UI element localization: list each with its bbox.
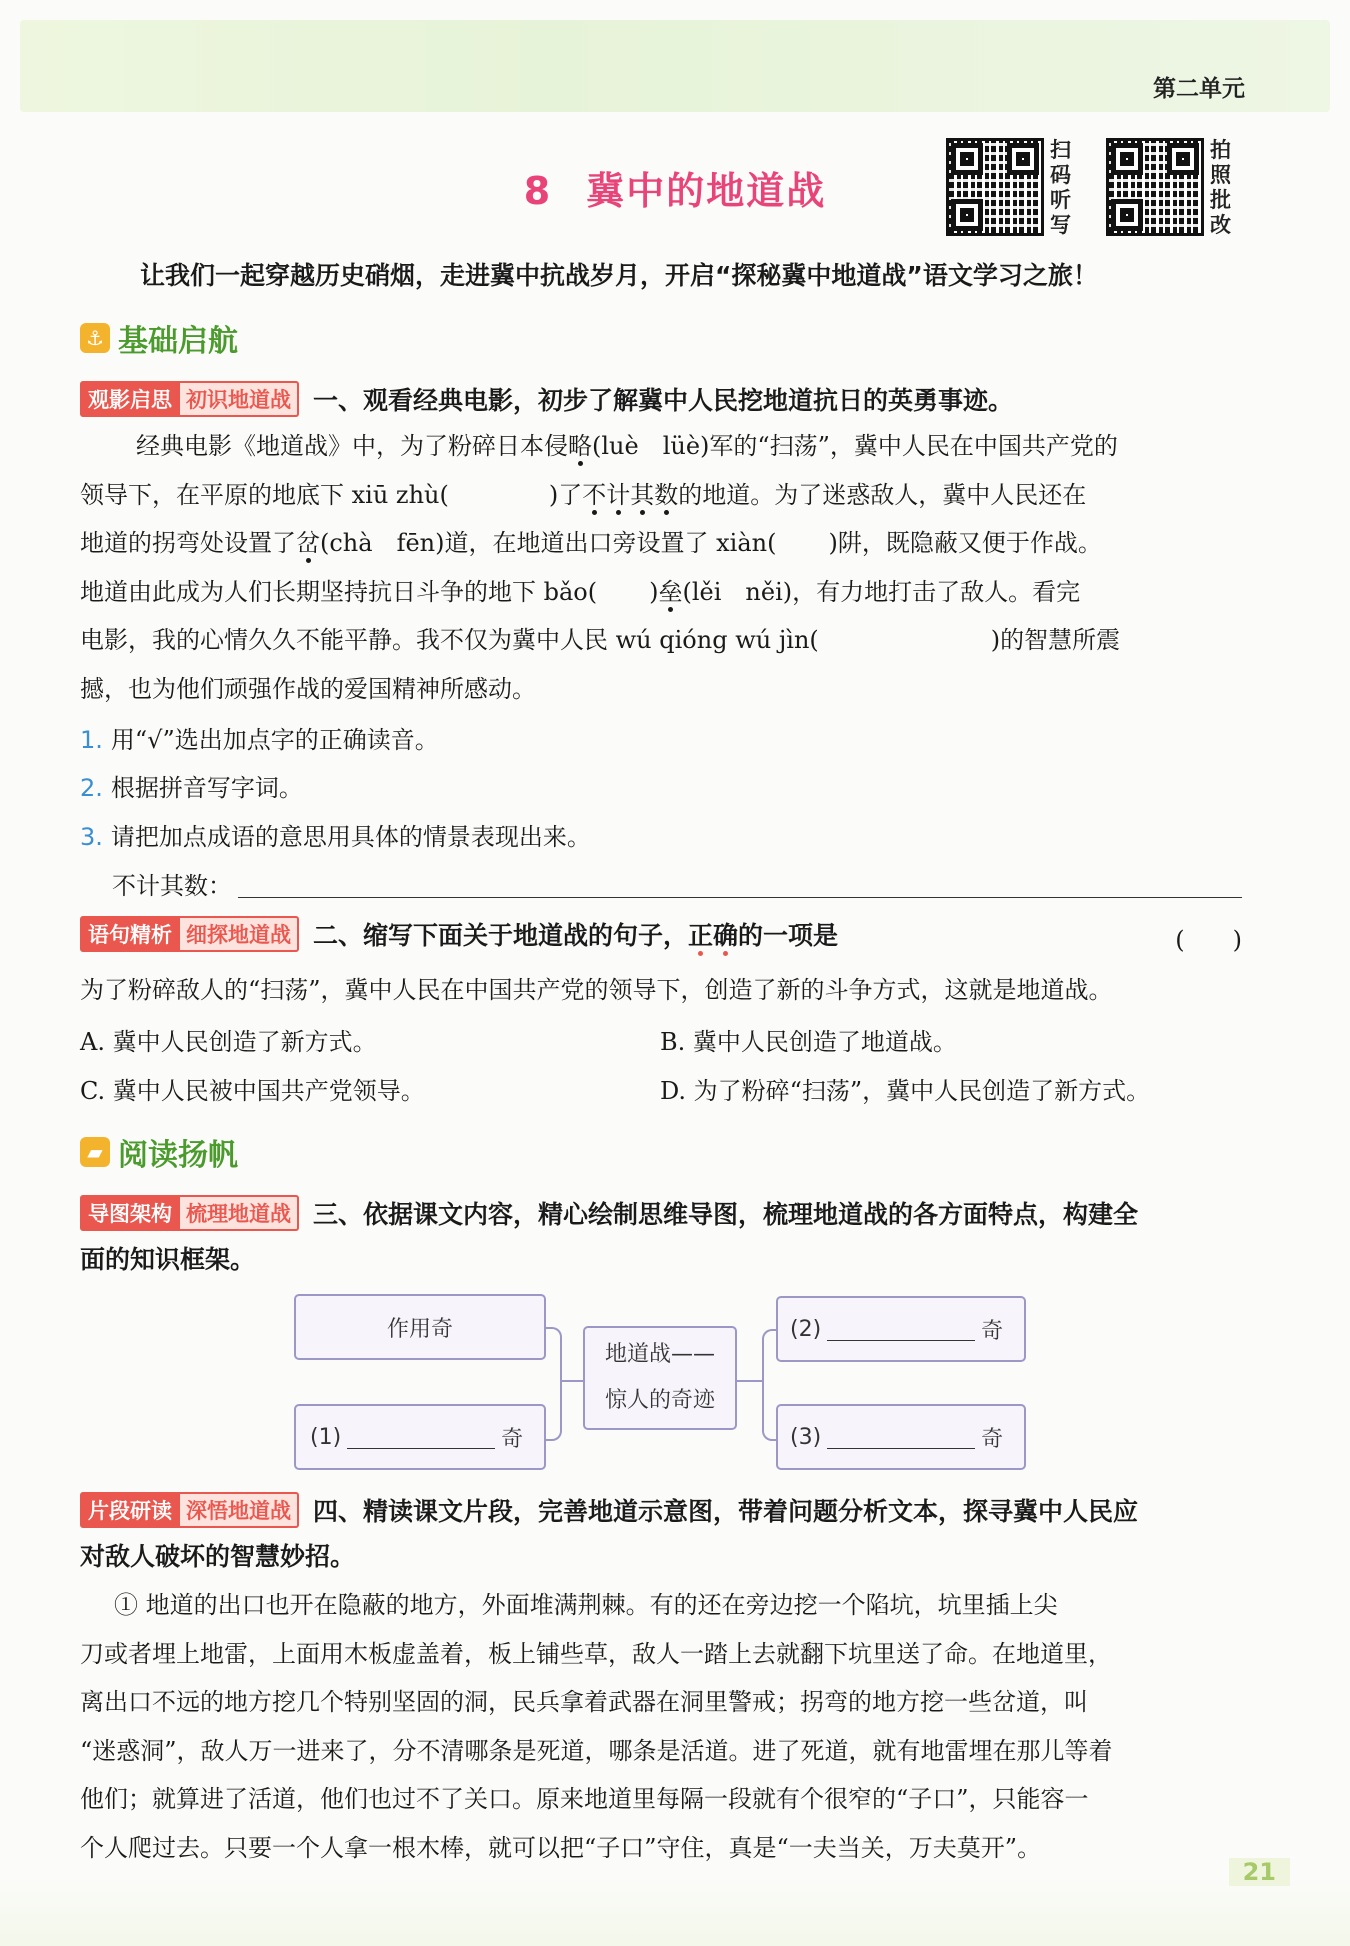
q1-passage: 经典电影《地道战》中，为了粉碎日本侵略(luè lüè)军的“扫荡”，冀中人民在中国共产党的 领导下，在平原的地底下 xiū zhù( )了不计其数的地道。为了迷惑敌人，冀中人民还在 地道的拐弯处设置了岔(chà fēn)道，在地道出口旁设置了 xiàn( )阱，既隐蔽又便于作战。 地道由此成为人们长期坚持抗日斗争的地下 bǎo( )垒(lěi něi)，有力地打击了敌人。看完 电影，我的心情久久不能平静。我不仅为冀中人民 wú qióng wú jìn( )的智慧所震 撼，也为他们顽强作战的爱国精神所感动。 — [80, 432, 1121, 703]
mind-blank-1[interactable] — [347, 1426, 495, 1449]
top-banner — [20, 20, 1330, 112]
mind-connector-left-mid — [560, 1380, 583, 1382]
q1-title: 一、观看经典电影，初步了解冀中人民挖地道抗日的英勇事迹。 — [313, 386, 1014, 415]
qr-code-icon[interactable] — [1106, 138, 1204, 236]
qr-listen[interactable] — [946, 138, 1072, 238]
q1-tag-category: 观影启思 — [80, 381, 180, 417]
passage-line: 离出口不远的地方挖几个特别坚固的洞，民兵拿着武器在洞里警戒；拐弯的地方挖一些岔道，叫 — [80, 1688, 1088, 1716]
q4-tag-topic: 深悟地道战 — [180, 1492, 299, 1528]
passage-line: 个人爬过去。只要一个人拿一根木棒，就可以把“子口”守住，真是“一夫当关，万夫莫开”。 — [80, 1833, 1042, 1862]
q1-tag-topic: 初识地道战 — [180, 381, 299, 417]
q4-header — [80, 1492, 1138, 1528]
mind-blank-3[interactable] — [827, 1426, 975, 1449]
q1-sub-3: 3. 请把加点成语的意思用具体的情景表现出来。 — [80, 823, 591, 851]
q1-header — [80, 381, 1013, 417]
q4-tag-category: 片段研读 — [80, 1492, 180, 1528]
passage-line: “迷惑洞”，敌人万一进来了，分不清哪条是死道，哪条是活道。进了死道，就有地雷埋在那儿等着 — [80, 1736, 1113, 1765]
q3-tag-topic: 梳理地道战 — [180, 1195, 299, 1231]
q1-sub-2: 2. 根据拼音写字词。 — [80, 774, 303, 802]
q2-title: 二、缩写下面关于地道战的句子，正确的一项是 — [313, 921, 839, 950]
q3-tag-category: 导图架构 — [80, 1195, 180, 1231]
mind-blank-2[interactable] — [827, 1318, 975, 1341]
intro-text: 让我们一起穿越历史硝烟，走进冀中抗战岁月，开启“探秘冀中地道战”语文学习之旅！ — [140, 261, 1098, 290]
q2-option-c[interactable]: C. 冀中人民被中国共产党领导。 — [80, 1077, 425, 1105]
q1-answer-label: 不计其数： — [112, 872, 232, 900]
q2-tag-category: 语句精析 — [80, 916, 180, 952]
q2-option-b[interactable]: B. 冀中人民创造了地道战。 — [660, 1028, 957, 1056]
bottom-band — [0, 1878, 1350, 1946]
passage-line: ① 地道的出口也开在隐蔽的地方，外面堆满荆棘。有的还在旁边挖一个陷坑，坑里插上尖 — [114, 1591, 1058, 1619]
section-reading-title: 阅读扬帆 — [118, 1138, 238, 1173]
dotted-char: 略 — [568, 432, 592, 460]
mind-connector-left — [546, 1327, 562, 1441]
qr-grade[interactable] — [1106, 138, 1232, 238]
section-basic — [80, 316, 238, 360]
q2-option-d[interactable]: D. 为了粉碎“扫荡”，冀中人民创造了新方式。 — [660, 1077, 1151, 1105]
q1-answer-line[interactable] — [238, 897, 1242, 898]
qr-listen-label: 扫 码 听 写 — [1050, 138, 1071, 237]
q2-header — [80, 916, 838, 952]
page-number: 21 — [1229, 1858, 1290, 1886]
mind-connector-right-mid — [737, 1380, 762, 1382]
mind-node-1[interactable]: (1) 奇 — [294, 1404, 546, 1470]
mind-node-3[interactable]: (3) 奇 — [776, 1404, 1026, 1470]
book-icon: ▰ — [80, 1137, 110, 1167]
dotted-char: 垒 — [658, 577, 683, 606]
q4-passage — [80, 1581, 1242, 1872]
lesson-number: 8 — [523, 169, 553, 213]
mind-connector-right — [762, 1329, 778, 1441]
section-basic-title: 基础启航 — [118, 324, 238, 359]
anchor-icon: ⚓ — [80, 323, 110, 353]
passage-line: 他们；就算进了活道，他们也过不了关口。原来地道里每隔一段就有个很窄的“子口”，只能容一 — [80, 1785, 1089, 1813]
mind-node-center: 地道战—— 惊人的奇迹 — [583, 1326, 737, 1430]
qr-code-icon[interactable] — [946, 138, 1044, 236]
q4-title-line2: 对敌人破坏的智慧妙招。 — [80, 1542, 356, 1571]
q2-option-a[interactable]: A. 冀中人民创造了新方式。 — [80, 1028, 377, 1056]
section-reading — [80, 1130, 238, 1174]
q1-sub-1: 1. 用“√”选出加点字的正确读音。 — [80, 726, 439, 754]
mind-node-purpose: 作用奇 — [294, 1294, 546, 1360]
q2-sentence: 为了粉碎敌人的“扫荡”，冀中人民在中国共产党的领导下，创造了新的斗争方式，这就是地道战。 — [80, 976, 1113, 1004]
q3-header — [80, 1195, 1138, 1231]
lesson-title-text: 冀中的地道战 — [586, 169, 827, 213]
q3-title-line1: 三、依据课文内容，精心绘制思维导图，梳理地道战的各方面特点，构建全 — [313, 1200, 1139, 1229]
q3-title-line2: 面的知识框架。 — [80, 1245, 256, 1274]
dotted-char: 岔 — [296, 529, 320, 557]
q2-tag-topic: 细探地道战 — [180, 916, 299, 952]
q4-title-line1: 四、精读课文片段，完善地道示意图，带着问题分析文本，探寻冀中人民应 — [313, 1497, 1139, 1526]
mind-node-2[interactable]: (2) 奇 — [776, 1296, 1026, 1362]
passage-line: 刀或者埋上地雷，上面用木板虚盖着，板上铺些草，敌人一踏上去就翻下坑里送了命。在地道里， — [80, 1639, 1112, 1668]
q2-answer-paren[interactable]: ( ) — [1175, 926, 1242, 954]
qr-grade-label: 拍 照 批 改 — [1210, 138, 1231, 237]
unit-label: 第二单元 — [1153, 76, 1245, 102]
